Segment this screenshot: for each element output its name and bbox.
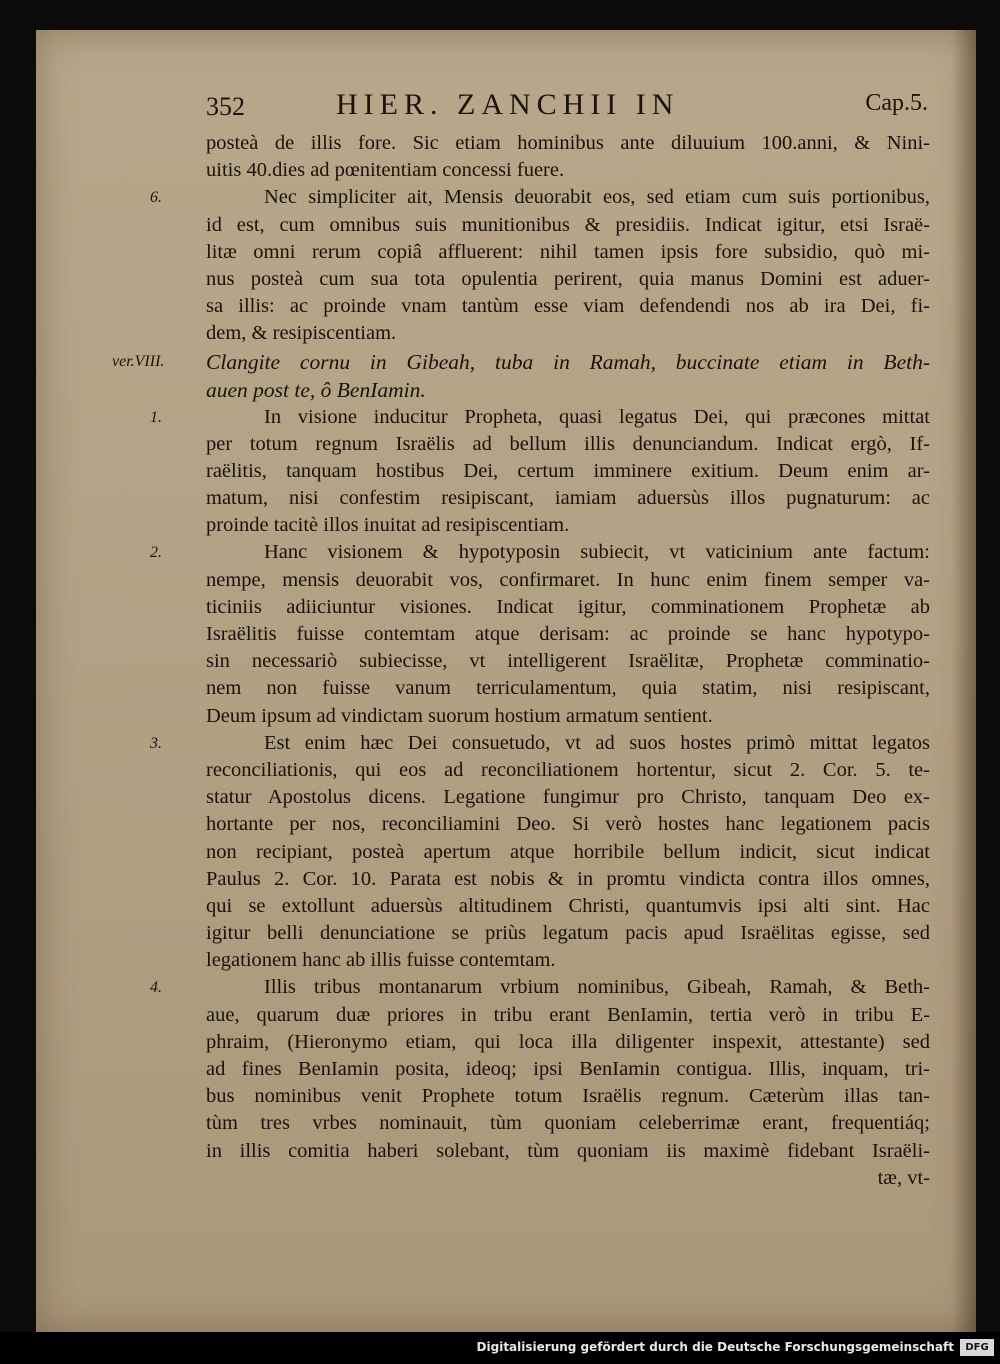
text-line (206, 1165, 930, 1192)
text-line (206, 293, 930, 320)
line-text: aue, quarum duæ priores in tribu erant BenIamin, tertia verò in tribu E- (206, 1003, 930, 1026)
line-text: Nec simpliciter ait, Mensis deuorabit eos, sed etiam cum suis portionibus, (264, 186, 930, 209)
line-text: non recipiant, posteà apertum atque horribile bellum indicit, sicut indicat (206, 840, 930, 863)
text-line (206, 1138, 930, 1165)
text-line (206, 266, 930, 293)
line-text: per totum regnum Israëlis ad bellum illis denunciandum. Indicat ergò, If- (206, 432, 930, 455)
text-line (150, 184, 930, 211)
line-text: auen post te, ô BenIamin. (206, 377, 426, 402)
text-line (206, 811, 930, 838)
line-text: ticiniis adiiciuntur visiones. Indicat igitur, comminationem Prophetæ ab (206, 595, 930, 618)
margin-note: 3. (150, 734, 162, 752)
line-text: posteà de illis fore. Sic etiam hominibus ante diluuium 100.anni, & Nini- (206, 132, 930, 154)
line-text: nus posteà cum sua tota opulentia perirent, quia manus Domini est aduer- (206, 267, 930, 290)
line-text: nem non fuisse vanum terriculamentum, quia statim, nisi resipiscant, (206, 677, 930, 700)
margin-note: 2. (150, 544, 162, 562)
margin-note: 4. (150, 979, 162, 997)
text-line (206, 212, 930, 239)
page-text (112, 130, 930, 1192)
text-line (206, 157, 930, 184)
line-text: nempe, mensis deuorabit vos, confirmaret. In hunc enim finem semper va- (206, 568, 930, 591)
text-line (206, 1083, 930, 1110)
text-line (206, 320, 930, 347)
line-text: sa illis: ac proinde vnam tantùm esse viam defendendi nos ab ira Dei, fi- (206, 295, 930, 318)
text-line (206, 920, 930, 947)
line-text: Deum ipsum ad vindictam suorum hostium armatum sentient. (206, 704, 713, 727)
text-line (206, 376, 930, 404)
line-text: proinde tacitè illos inuitat ad resipiscentiam. (206, 514, 570, 537)
text-line (206, 512, 930, 539)
text-line (206, 431, 930, 458)
line-text: dem, & resipiscentiam. (206, 322, 397, 345)
text-line (206, 239, 930, 266)
page-edge-shadow (952, 30, 976, 1332)
line-text: Illis tribus montanarum vrbium nominibus, Gibeah, Ramah, & Beth- (264, 976, 930, 999)
line-text: hortante per nos, reconciliamini Deo. Si verò hostes hanc legationem pacis (206, 813, 930, 836)
line-text: Israëlitis fuisse contemtam atque derisam: ac proinde se hanc hypotypo- (206, 623, 930, 645)
line-text: raëlitis, tanquam hostibus Dei, certum imminere exitium. Deum enim ar- (206, 459, 930, 482)
margin-note: 1. (150, 408, 162, 426)
text-line (150, 539, 930, 566)
text-line (206, 594, 930, 621)
line-text: litæ omni rerum copiâ affluerent: nihil tamen ipsis fore subsidio, quò mi- (206, 240, 930, 263)
footer-bar (0, 1332, 1000, 1364)
line-text: uitis 40.dies ad pœnitentiam concessi fuere. (206, 159, 565, 182)
dfg-logo: DFG (960, 1339, 994, 1356)
line-text: igitur belli denunciatione se priùs legatum pacis apud Israëlitas egisse, sed (206, 922, 930, 945)
text-line (206, 1056, 930, 1083)
text-line (206, 839, 930, 866)
text-line (206, 893, 930, 920)
line-text: ad fines BenIamin posita, ideoq; ipsi BenIamin contigua. Illis, inquam, tri- (206, 1058, 930, 1080)
margin-note: ver.VIII. (112, 352, 165, 370)
text-line (150, 730, 930, 757)
text-line (206, 757, 930, 784)
text-line (150, 974, 930, 1001)
line-text: Hanc visionem & hypotyposin subiecit, vt vaticinium ante factum: (264, 541, 930, 564)
running-title: HIER. ZANCHII IN (336, 88, 680, 121)
line-text: tùm tres vrbes nominauit, tùm quoniam celeberrimæ erant, frequentiáq; (206, 1112, 930, 1135)
line-text: tæ, vt- (877, 1166, 930, 1189)
page-number: 352 (206, 92, 245, 121)
text-line (206, 567, 930, 594)
line-text: Paulus 2. Cor. 10. Parata est nobis & in promtu vindicta contra illos omnes, (206, 867, 930, 890)
line-text: reconciliationis, qui eos ad reconciliationem hortentur, sicut 2. Cor. 5. te- (206, 758, 930, 781)
line-text: matum, nisi confestim resipiscant, iamiam aduersùs illos pugnaturum: ac (206, 487, 930, 510)
text-line (206, 947, 930, 974)
line-text: id est, cum omnibus suis munitionibus & presidiis. Indicat igitur, etsi Israë- (206, 213, 930, 236)
text-line (150, 404, 930, 431)
line-text: qui se extollunt aduersùs altitudinem Christi, quantumvis ipsi alti sint. Hac (206, 894, 930, 917)
line-text: sin necessariò subiecisse, vt intelligerent Israëlitæ, Prophetæ comminatio- (206, 650, 930, 673)
text-line (206, 866, 930, 893)
text-line (112, 348, 930, 376)
text-line (206, 675, 930, 702)
text-line (206, 1110, 930, 1137)
text-line (206, 621, 930, 648)
line-text: legationem hanc ab illis fuisse contemtam. (206, 949, 556, 972)
text-line (206, 648, 930, 675)
text-line (206, 485, 930, 512)
line-text: bus nominibus venit Prophete totum Israëlis regnum. Cæterùm illas tan- (206, 1085, 930, 1108)
funding-notice: Digitalisierung gefördert durch die Deutsche Forschungsgemeinschaft (476, 1340, 954, 1354)
line-text: in illis comitia haberi solebant, tùm quoniam iis maximè fidebant Israëli- (206, 1139, 930, 1162)
chapter-label: Cap.5. (865, 90, 928, 116)
line-text: Est enim hæc Dei consuetudo, vt ad suos hostes primò mittat legatos (264, 731, 930, 754)
running-header (206, 88, 928, 128)
text-line (206, 1002, 930, 1029)
text-line (206, 458, 930, 485)
text-line (206, 1029, 930, 1056)
line-text: Clangite cornu in Gibeah, tuba in Ramah, buccinate etiam in Beth- (206, 349, 930, 374)
line-text: statur Apostolus dicens. Legatione fungimur pro Christo, tanquam Deo ex- (206, 786, 930, 809)
text-line (206, 703, 930, 730)
line-text: In visione inducitur Propheta, quasi legatus Dei, qui præcones mittat (264, 405, 930, 428)
text-line (206, 784, 930, 811)
line-text: phraim, (Hieronymo etiam, qui loca illa diligenter inspexit, attestante) sed (206, 1030, 930, 1053)
margin-note: 6. (150, 189, 162, 207)
text-line (206, 130, 930, 157)
